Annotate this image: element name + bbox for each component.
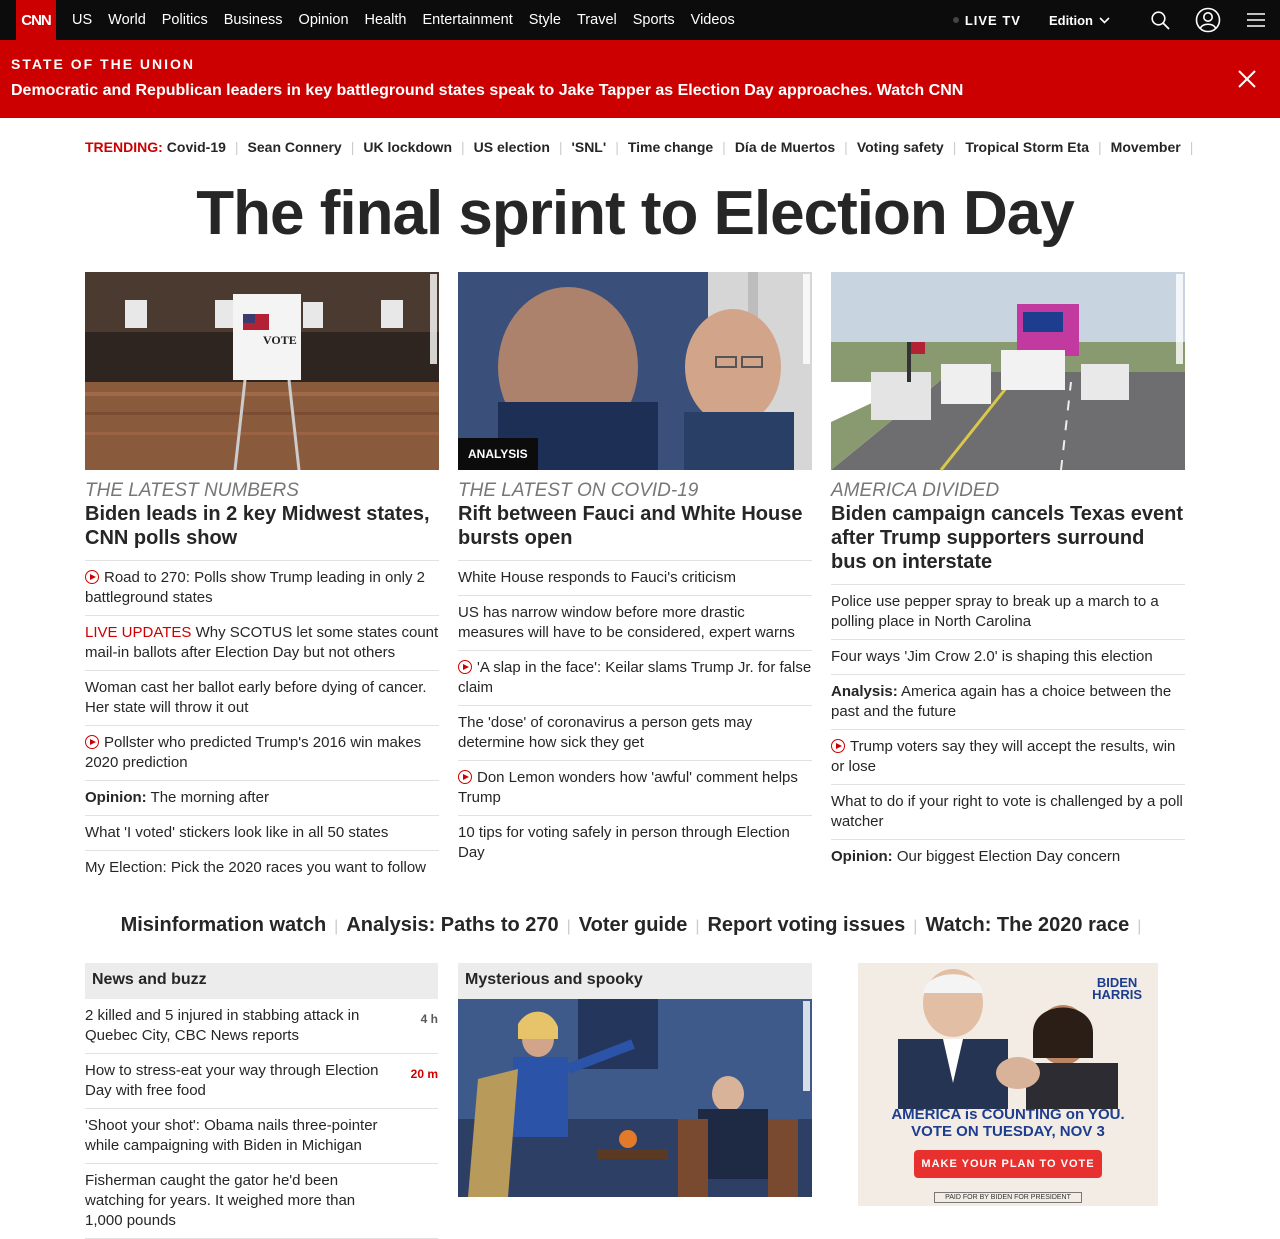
story-link-text: What to do if your right to vote is challenged by a poll watcher xyxy=(831,793,1183,830)
story-link[interactable] xyxy=(831,584,1185,639)
nav-link-travel[interactable]: Travel xyxy=(576,12,617,28)
news-item-text: Fisherman caught the gator he'd been watching for years. It weighed more than 1,000 pounds xyxy=(85,1172,356,1229)
edition-selector[interactable] xyxy=(1049,13,1110,28)
story-link-text: Police use pepper spray to break up a march to a polling place in North Carolina xyxy=(831,593,1159,630)
story-link-text: White House responds to Fauci's criticism xyxy=(458,569,736,586)
separator: | xyxy=(234,139,239,155)
biden-harris-ad[interactable] xyxy=(858,963,1158,1206)
search-icon[interactable] xyxy=(1136,0,1184,40)
story-list xyxy=(831,584,1185,874)
story-link-text: Why SCOTUS let some states count mail-in ballots after Election Day but not others xyxy=(85,624,439,661)
breaking-banner[interactable] xyxy=(0,40,1280,118)
trending-item[interactable]: US election xyxy=(473,139,550,155)
separator: | xyxy=(913,918,918,935)
ad-logo-line2: HARRIS xyxy=(1092,987,1142,1002)
story-kicker[interactable]: THE LATEST ON COVID-19 xyxy=(458,480,699,501)
separator: | xyxy=(844,139,848,155)
story-link-text: My Election: Pick the 2020 races you want to follow xyxy=(85,859,427,876)
live-dot-icon xyxy=(953,17,959,23)
nav-link-sports[interactable]: Sports xyxy=(632,12,675,28)
mysterious-spooky xyxy=(458,963,812,1197)
fauci-image[interactable] xyxy=(458,272,812,470)
story-link[interactable] xyxy=(85,815,439,850)
nav-link-world[interactable]: World xyxy=(108,12,146,28)
biden-harris-logo xyxy=(1092,977,1142,1001)
news-item-text: How to stress-eat your way through Election Day with free food xyxy=(85,1062,379,1099)
trending-item[interactable]: 'SNL' xyxy=(571,139,607,155)
main-headline[interactable]: The final sprint to Election Day xyxy=(196,179,1074,248)
story-link[interactable] xyxy=(85,725,439,780)
story-link[interactable] xyxy=(831,839,1185,874)
nav-right-tools xyxy=(953,0,1280,40)
ad-disclaimer: PAID FOR BY BIDEN FOR PRESIDENT xyxy=(934,1192,1082,1203)
story-link-text: Our biggest Election Day concern xyxy=(892,848,1121,865)
subnav-link[interactable]: Misinformation watch xyxy=(120,914,327,936)
menu-icon[interactable] xyxy=(1232,0,1280,40)
separator: | xyxy=(615,139,619,155)
story-link[interactable] xyxy=(85,560,439,615)
nav-link-videos[interactable]: Videos xyxy=(690,12,735,28)
story-kicker[interactable]: THE LATEST NUMBERS xyxy=(85,480,299,501)
nav-link-politics[interactable]: Politics xyxy=(161,12,208,28)
separator: | xyxy=(334,918,339,935)
live-tv-label: LIVE TV xyxy=(964,12,1021,28)
news-item-text: 2 killed and 5 injured in stabbing attack in Quebec City, CBC News reports xyxy=(85,1007,360,1044)
election-subnav xyxy=(0,914,1270,937)
story-link[interactable] xyxy=(458,595,812,650)
story-prefix: Opinion: xyxy=(831,848,893,865)
highway-convoy-image[interactable] xyxy=(831,272,1185,470)
analysis-badge: ANALYSIS xyxy=(458,438,538,470)
ad-logo-line1: BIDEN xyxy=(1096,975,1138,990)
separator: | xyxy=(695,918,700,935)
trending-item[interactable]: Tropical Storm Eta xyxy=(965,139,1090,155)
subnav-link[interactable]: Report voting issues xyxy=(707,914,906,936)
story-link[interactable] xyxy=(831,784,1185,839)
play-video-icon xyxy=(831,739,845,753)
subnav-link[interactable]: Watch: The 2020 race xyxy=(925,914,1130,936)
nav-link-business[interactable]: Business xyxy=(223,12,283,28)
voting-booth-image[interactable] xyxy=(85,272,439,470)
story-link-text: Road to 270: Polls show Trump leading in only 2 battleground states xyxy=(85,569,426,606)
story-link-text: The morning after xyxy=(146,789,269,806)
svg-text:VOTE: VOTE xyxy=(263,333,297,347)
story-prefix: Analysis: xyxy=(831,683,898,700)
trending-item[interactable]: Voting safety xyxy=(856,139,944,155)
ad-tagline xyxy=(858,1106,1158,1140)
snl-sketch-image[interactable] xyxy=(458,999,812,1197)
play-video-icon xyxy=(458,770,472,784)
separator: | xyxy=(558,139,563,155)
story-link[interactable] xyxy=(458,760,812,815)
trending-item[interactable]: Movember xyxy=(1110,139,1181,155)
trending-item[interactable]: UK lockdown xyxy=(363,139,452,155)
story-link[interactable] xyxy=(85,780,439,815)
news-item[interactable] xyxy=(85,1164,438,1239)
close-icon[interactable] xyxy=(1236,68,1258,90)
top-navigation xyxy=(0,0,1280,40)
news-item-time: 4 h xyxy=(420,1012,438,1026)
news-item[interactable] xyxy=(85,1054,438,1109)
live-tv-link[interactable] xyxy=(953,13,1021,28)
story-link[interactable] xyxy=(458,560,812,595)
account-icon[interactable] xyxy=(1184,0,1232,40)
story-link[interactable] xyxy=(458,705,812,760)
news-and-buzz xyxy=(85,963,438,1239)
trending-bar xyxy=(85,139,1202,155)
play-video-icon xyxy=(85,735,99,749)
story-link[interactable] xyxy=(85,615,439,670)
story-list xyxy=(458,560,812,870)
banner-headline[interactable]: Democratic and Republican leaders in key battleground states speak to Jake Tapper as Election Day approaches. Watch CNN xyxy=(11,82,964,99)
photo-credit xyxy=(803,1001,810,1091)
story-link-text: 10 tips for voting safely in person through Election Day xyxy=(458,824,790,861)
story-link-text: The 'dose' of coronavirus a person gets may determine how sick they get xyxy=(458,714,753,751)
story-column-3 xyxy=(831,272,1185,874)
play-video-icon xyxy=(458,660,472,674)
story-link[interactable] xyxy=(85,850,439,885)
story-list xyxy=(85,560,439,885)
trending-item[interactable]: Sean Connery xyxy=(247,139,342,155)
separator: | xyxy=(566,918,571,935)
story-link-text: US has narrow window before more drastic measures will have to be considered, expert warns xyxy=(458,604,795,641)
photo-credit xyxy=(430,274,437,364)
ad-tagline-2: VOTE ON TUESDAY, NOV 3 xyxy=(911,1123,1105,1140)
story-link-text: 'A slap in the face': Keilar slams Trump Jr. for false claim xyxy=(458,659,812,696)
story-link-text: Don Lemon wonders how 'awful' comment helps Trump xyxy=(458,769,798,806)
story-link-text: Pollster who predicted Trump's 2016 win makes 2020 prediction xyxy=(85,734,422,771)
story-kicker[interactable]: AMERICA DIVIDED xyxy=(831,480,1000,501)
news-list xyxy=(85,999,438,1239)
cnn-logo[interactable]: CNN xyxy=(16,0,56,40)
news-item[interactable] xyxy=(85,999,438,1054)
news-buzz-title: News and buzz xyxy=(85,963,438,999)
edition-label: Edition xyxy=(1048,12,1093,28)
trending-item[interactable]: Time change xyxy=(627,139,714,155)
story-link-text: Woman cast her ballot early before dying of cancer. Her state will throw it out xyxy=(85,679,427,716)
make-plan-button[interactable]: MAKE YOUR PLAN TO VOTE xyxy=(914,1150,1102,1178)
story-column-2 xyxy=(458,272,812,870)
nav-link-opinion[interactable]: Opinion xyxy=(298,12,349,28)
separator: | xyxy=(1098,139,1102,155)
separator: | xyxy=(461,139,465,155)
separator: | xyxy=(722,139,726,155)
story-link-text: Four ways 'Jim Crow 2.0' is shaping this election xyxy=(831,648,1153,665)
separator: | xyxy=(952,139,957,155)
news-item[interactable] xyxy=(85,1109,438,1164)
photo-credit xyxy=(803,274,810,364)
news-item-time: 20 m xyxy=(410,1067,438,1081)
story-headline[interactable]: Rift between Fauci and White House bursts open xyxy=(458,503,803,549)
story-link[interactable] xyxy=(458,815,812,870)
nav-link-style[interactable]: Style xyxy=(528,12,561,28)
story-link-text: What 'I voted' stickers look like in all 50 states xyxy=(85,824,389,841)
live-updates-label: LIVE UPDATES xyxy=(85,624,192,641)
nav-link-entertainment[interactable]: Entertainment xyxy=(422,12,513,28)
nav-link-us[interactable]: US xyxy=(72,12,93,28)
story-link-text: Trump voters say they will accept the results, win or lose xyxy=(831,738,1176,775)
subnav-link[interactable]: Voter guide xyxy=(578,914,688,936)
news-item-text: 'Shoot your shot': Obama nails three-pointer while campaigning with Biden in Michigan xyxy=(85,1117,378,1154)
story-link[interactable] xyxy=(831,674,1185,729)
story-prefix: Opinion: xyxy=(85,789,147,806)
spooky-title: Mysterious and spooky xyxy=(458,963,812,999)
story-link[interactable] xyxy=(831,639,1185,674)
trending-item[interactable]: Día de Muertos xyxy=(734,139,836,155)
story-link-text: America again has a choice between the past and the future xyxy=(831,683,1172,720)
story-column-1 xyxy=(85,272,439,885)
nav-link-health[interactable]: Health xyxy=(364,12,407,28)
banner-kicker: STATE OF THE UNION xyxy=(11,56,196,72)
chevron-down-icon xyxy=(1099,17,1110,24)
story-headline[interactable]: Biden leads in 2 key Midwest states, CNN polls show xyxy=(85,503,430,549)
trending-item[interactable]: Covid-19 xyxy=(166,139,226,155)
photo-credit xyxy=(1176,274,1183,364)
story-link[interactable] xyxy=(85,670,439,725)
separator: | xyxy=(1189,139,1194,155)
separator: | xyxy=(1137,918,1142,935)
trending-label: TRENDING: xyxy=(85,139,163,155)
play-video-icon xyxy=(85,570,99,584)
ad-tagline-1: AMERICA is COUNTING on YOU. xyxy=(891,1106,1125,1123)
story-link[interactable] xyxy=(831,729,1185,784)
story-headline[interactable]: Biden campaign cancels Texas event after Trump supporters surround bus on interstate xyxy=(831,503,1184,573)
section-links xyxy=(64,0,743,40)
story-link[interactable] xyxy=(458,650,812,705)
subnav-link[interactable]: Analysis: Paths to 270 xyxy=(346,914,559,936)
separator: | xyxy=(350,139,355,155)
